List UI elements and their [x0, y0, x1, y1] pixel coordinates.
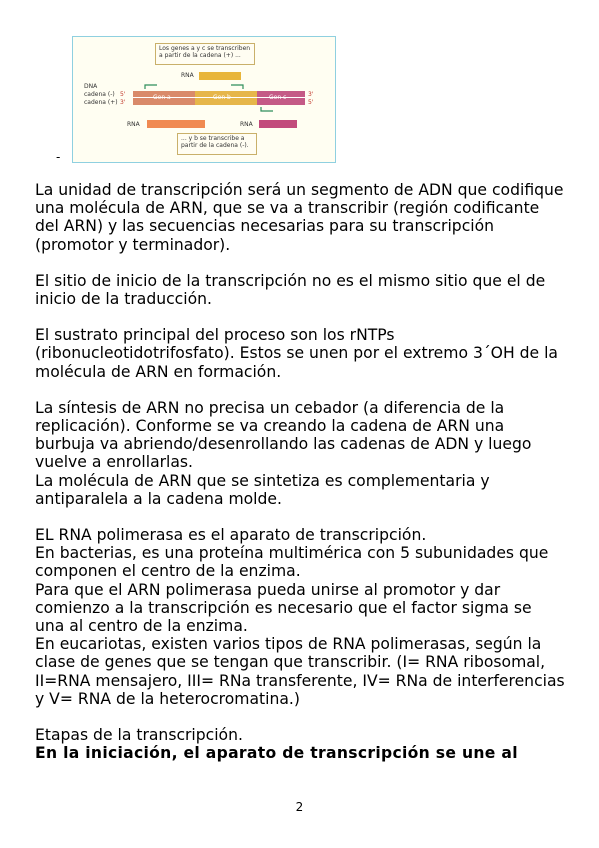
- five-prime-left: 5': [120, 91, 126, 98]
- paragraph-polymerase: EL RNA polimerasa es el aparato de transcripción.: [35, 526, 427, 545]
- paragraph-primer: La síntesis de ARN no precisa un cebador (a diferencia de la replicación). Conforme se va creando la cadena de ARN una burbuja va abriendo/desenrollando las cadenas de ADN y luego vuelve a enrollarlas.: [35, 398, 532, 472]
- paragraph-sigma: Para que el ARN polimerasa pueda unirse al promotor y dar comienzo a la transcripción es necesario que el factor sigma se una al centro de la enzima.: [35, 580, 532, 636]
- paragraph-substrate: El sustrato principal del proceso son los rNTPs (ribonucleotidotrifosfato). Estos se unen por el extremo 3´OH de la molécula de ARN en formación.: [35, 326, 558, 381]
- five-prime-right: 5': [308, 99, 314, 106]
- document-body: [35, 181, 565, 762]
- page-number: 2: [295, 800, 304, 814]
- paragraph-initiation: En la iniciación, el aparato de transcripción se une al: [35, 744, 518, 763]
- rna-bar-orange: [147, 120, 205, 128]
- three-prime-left: 3': [120, 99, 126, 106]
- callout-bottom-text: ... y b se transcribe a partir de la cadena (-).: [181, 135, 249, 149]
- stray-dash: -: [56, 150, 61, 164]
- paragraph-complementary: La molécula de ARN que se sintetiza es complementaria y antiparalela a la cadena molde.: [35, 471, 490, 508]
- paragraph-start-site: El sitio de inicio de la transcripción no es el mismo sitio que el de inicio de la traducción.: [35, 271, 546, 309]
- callout-top-text: Los genes a y c se transcriben a partir de la cadena (+) ...: [159, 45, 251, 59]
- arrow-gene-c: [261, 107, 273, 111]
- paragraph-stages: Etapas de la transcripción.: [35, 726, 243, 745]
- rna-label-top: RNA: [181, 72, 194, 79]
- strand-plus-label: cadena (+): [84, 99, 118, 106]
- dna-label: DNA: [84, 83, 98, 90]
- arrow-gene-b: [231, 85, 243, 89]
- rna-label-left: RNA: [127, 121, 140, 128]
- callout-bottom: [177, 133, 257, 155]
- paragraph-bacteria: En bacterias, es una proteína multimérica con 5 subunidades que componen el centro de la enzima.: [35, 544, 549, 581]
- paragraph-transcription-unit: La unidad de transcripción será un segmento de ADN que codifique una molécula de ARN, que se va a transcribir (región codificante del ARN) y las secuencias necesarias para su transcripción (promotor y terminador).: [35, 181, 564, 254]
- transcription-figure: [72, 36, 336, 163]
- rna-label-right: RNA: [240, 121, 253, 128]
- three-prime-right: 3': [308, 91, 314, 98]
- strand-minus-label: cadena (-): [84, 91, 115, 98]
- arrow-gene-a: [145, 85, 157, 89]
- rna-bar-pink: [259, 120, 297, 128]
- paragraph-eukaryotes: En eucariotas, existen varios tipos de RNA polimerasas, según la clase de genes que se tengan que transcribir. (I= RNA ribosomal, II=RNA mensajero, III= RNa transferente, IV= RNa de interferencias y V= RNA de la heterocromatina.): [35, 635, 565, 708]
